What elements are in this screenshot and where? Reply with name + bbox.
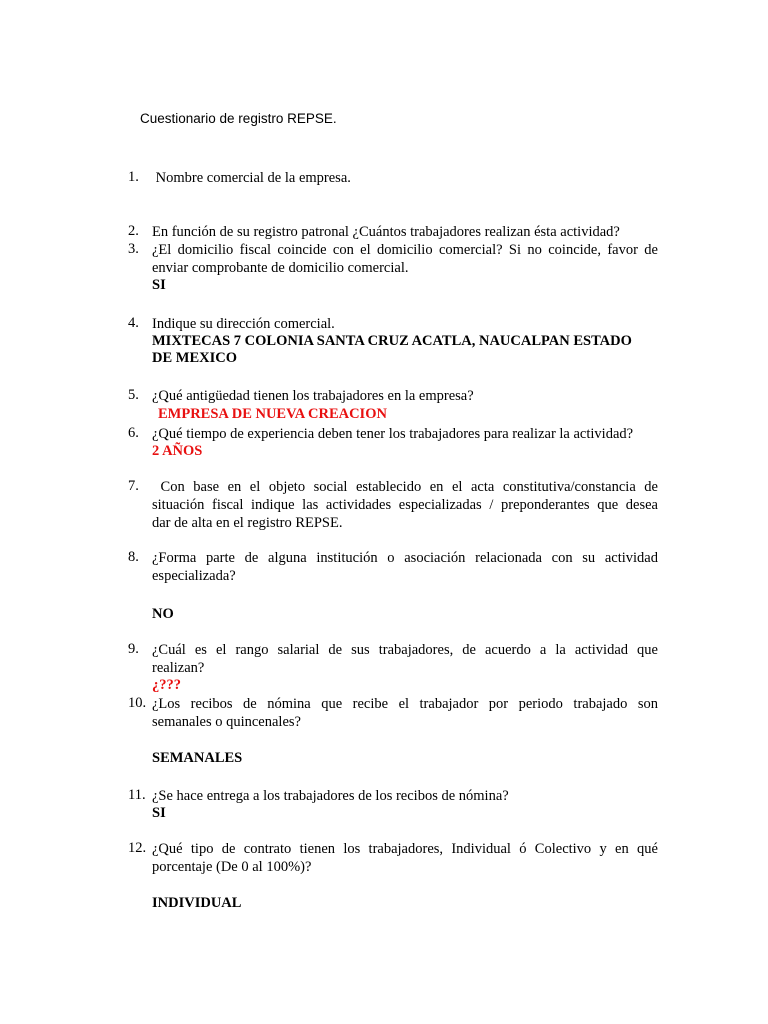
question-text-line: enviar comprobante de domicilio comercial.	[152, 260, 409, 276]
question-text-line: situación fiscal indique las actividades especializadas / preponderantes que desea	[152, 497, 658, 513]
answer-text: SI	[152, 805, 166, 821]
question-number: 8.	[128, 549, 139, 565]
question-text-line: porcentaje (De 0 al 100%)?	[152, 859, 312, 875]
question-text-line: especializada?	[152, 568, 236, 584]
question-text-line: semanales o quincenales?	[152, 714, 301, 730]
answer-text: ¿???	[152, 677, 181, 693]
answer-text: SI	[152, 277, 166, 293]
question-text: ¿Qué tiempo de experiencia deben tener los trabajadores para realizar la actividad?	[152, 426, 634, 442]
question-number: 3.	[128, 241, 139, 257]
answer-text: 2 AÑOS	[152, 443, 203, 459]
question-text-line: ¿El domicilio fiscal coincide con el domicilio comercial? Si no coincide, favor de	[152, 242, 658, 258]
question-number: 11.	[128, 787, 146, 803]
question-text-line: ¿Forma parte de alguna institución o asociación relacionada con su actividad	[152, 550, 658, 566]
answer-text: INDIVIDUAL	[152, 895, 242, 911]
answer-text: MIXTECAS 7 COLONIA SANTA CRUZ ACATLA, NAUCALPAN ESTADO	[152, 333, 632, 349]
question-text: ¿Se hace entrega a los trabajadores de los recibos de nómina?	[152, 788, 509, 804]
question-text: Indique su dirección comercial.	[152, 316, 335, 332]
answer-text: SEMANALES	[152, 750, 243, 766]
question-text-line: dar de alta en el registro REPSE.	[152, 515, 343, 531]
question-number: 5.	[128, 387, 139, 403]
question-number: 7.	[128, 478, 139, 494]
question-number: 2.	[128, 223, 139, 239]
question-number: 1.	[128, 169, 139, 185]
question-text-line: ¿Cuál es el rango salarial de sus trabajadores, de acuerdo a la actividad que	[152, 642, 658, 658]
question-number: 6.	[128, 425, 139, 441]
question-number: 12.	[128, 840, 147, 856]
answer-text: DE MEXICO	[152, 350, 237, 366]
answer-text: EMPRESA DE NUEVA CREACION	[158, 406, 387, 422]
question-text: Nombre comercial de la empresa.	[152, 170, 351, 186]
question-text-line: Con base en el objeto social establecido en el acta constitutiva/constancia de	[152, 479, 658, 495]
question-text-line: ¿Qué tipo de contrato tienen los trabajadores, Individual ó Colectivo y en qué	[152, 841, 658, 857]
question-number: 10.	[128, 695, 147, 711]
question-number: 4.	[128, 315, 139, 331]
document-title: Cuestionario de registro REPSE.	[140, 111, 337, 126]
question-text: ¿Qué antigüedad tienen los trabajadores en la empresa?	[152, 388, 474, 404]
question-text: En función de su registro patronal ¿Cuántos trabajadores realizan ésta actividad?	[152, 224, 620, 240]
question-text-line: realizan?	[152, 660, 205, 676]
answer-text: NO	[152, 606, 174, 622]
question-number: 9.	[128, 641, 139, 657]
question-text-line: ¿Los recibos de nómina que recibe el trabajador por periodo trabajado son	[152, 696, 658, 712]
